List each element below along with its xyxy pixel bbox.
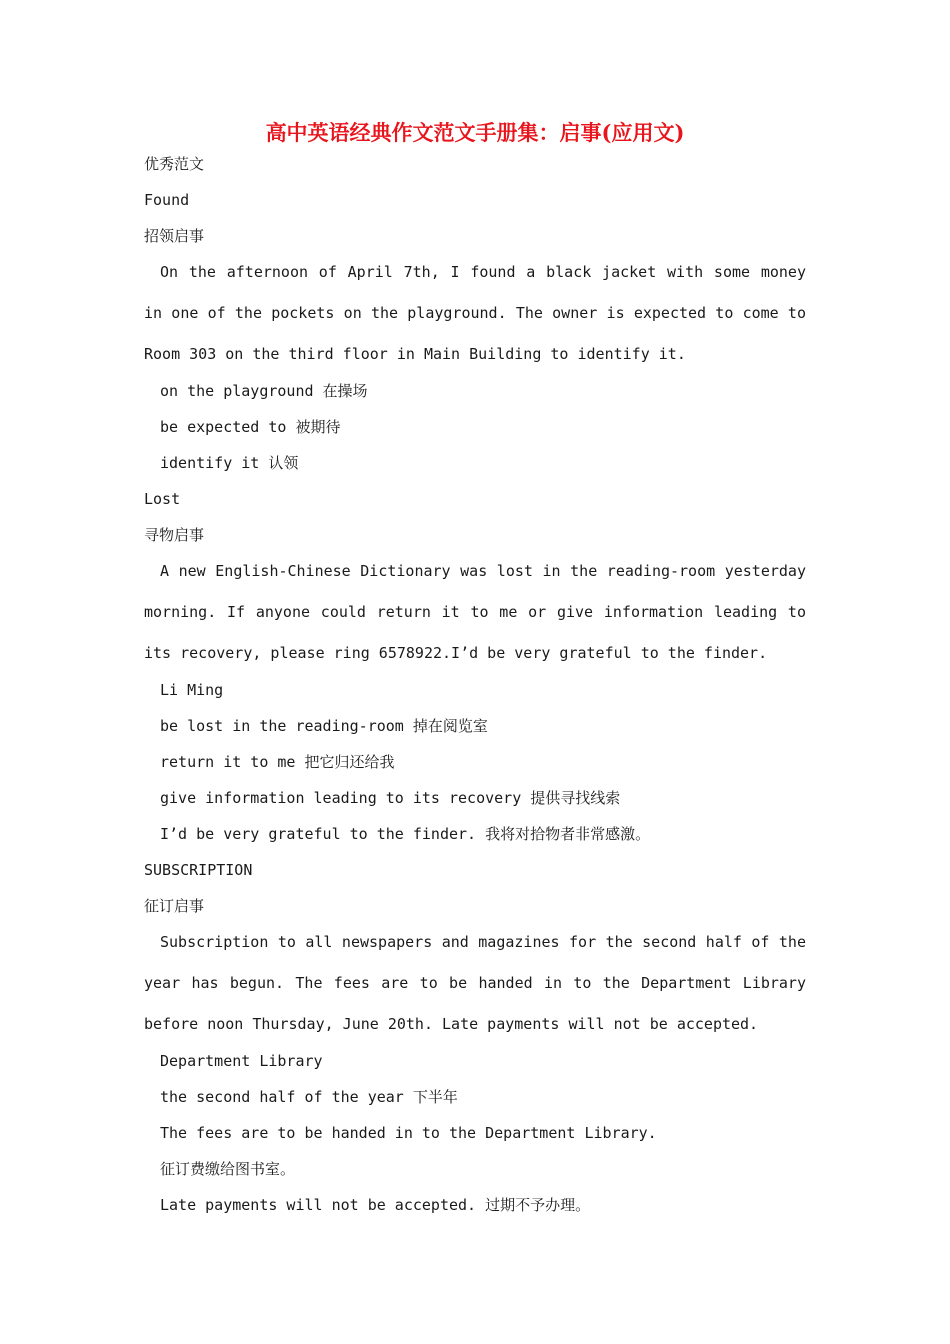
subscription-note-4: Late payments will not be accepted. 过期不予办理。 [160, 1196, 591, 1214]
found-heading-en: Found [144, 191, 190, 209]
subscription-note-3: 征订费缴给图书室。 [160, 1160, 296, 1178]
lost-note-2: return it to me 把它归还给我 [160, 753, 395, 771]
subscription-heading-cn: 征订启事 [144, 897, 205, 915]
document-page [144, 118, 806, 1231]
document-title: 高中英语经典作文范文手册集：启事(应用文) [265, 120, 685, 145]
lost-passage: A new English-Chinese Dictionary was lost in the reading-room yesterday morning. If anyone could return it to me or give information leading to its recovery, please ring 6578922.I’d be very grateful to the finder. [144, 562, 806, 662]
found-note-1: on the playground 在操场 [160, 382, 368, 400]
subscription-note-2: The fees are to be handed in to the Department Library. [160, 1124, 657, 1142]
subscription-heading-en: SUBSCRIPTION [144, 861, 253, 879]
found-note-3: identify it 认领 [160, 454, 299, 472]
section-heading: 优秀范文 [144, 155, 205, 173]
lost-heading-cn: 寻物启事 [144, 526, 205, 544]
subscription-signature: Department Library [160, 1052, 323, 1070]
found-passage: On the afternoon of April 7th, I found a black jacket with some money in one of the pockets on the playground. The owner is expected to come to Room 303 on the third floor in Main Building to identify it. [144, 263, 806, 363]
found-heading-cn: 招领启事 [144, 227, 205, 245]
subscription-note-1: the second half of the year 下半年 [160, 1088, 458, 1106]
lost-note-1: be lost in the reading-room 掉在阅览室 [160, 717, 488, 735]
lost-note-3: give information leading to its recovery 提供寻找线索 [160, 789, 621, 807]
lost-signature: Li Ming [160, 681, 224, 699]
found-note-2: be expected to 被期待 [160, 418, 341, 436]
lost-note-4: I’d be very grateful to the finder. 我将对拾物者非常感激。 [160, 825, 651, 843]
subscription-passage: Subscription to all newspapers and magazines for the second half of the year has begun. The fees are to be handed in to the Department Library before noon Thursday, June 20th. Late payments will not be accepted. [144, 933, 806, 1033]
lost-heading-en: Lost [144, 490, 181, 508]
